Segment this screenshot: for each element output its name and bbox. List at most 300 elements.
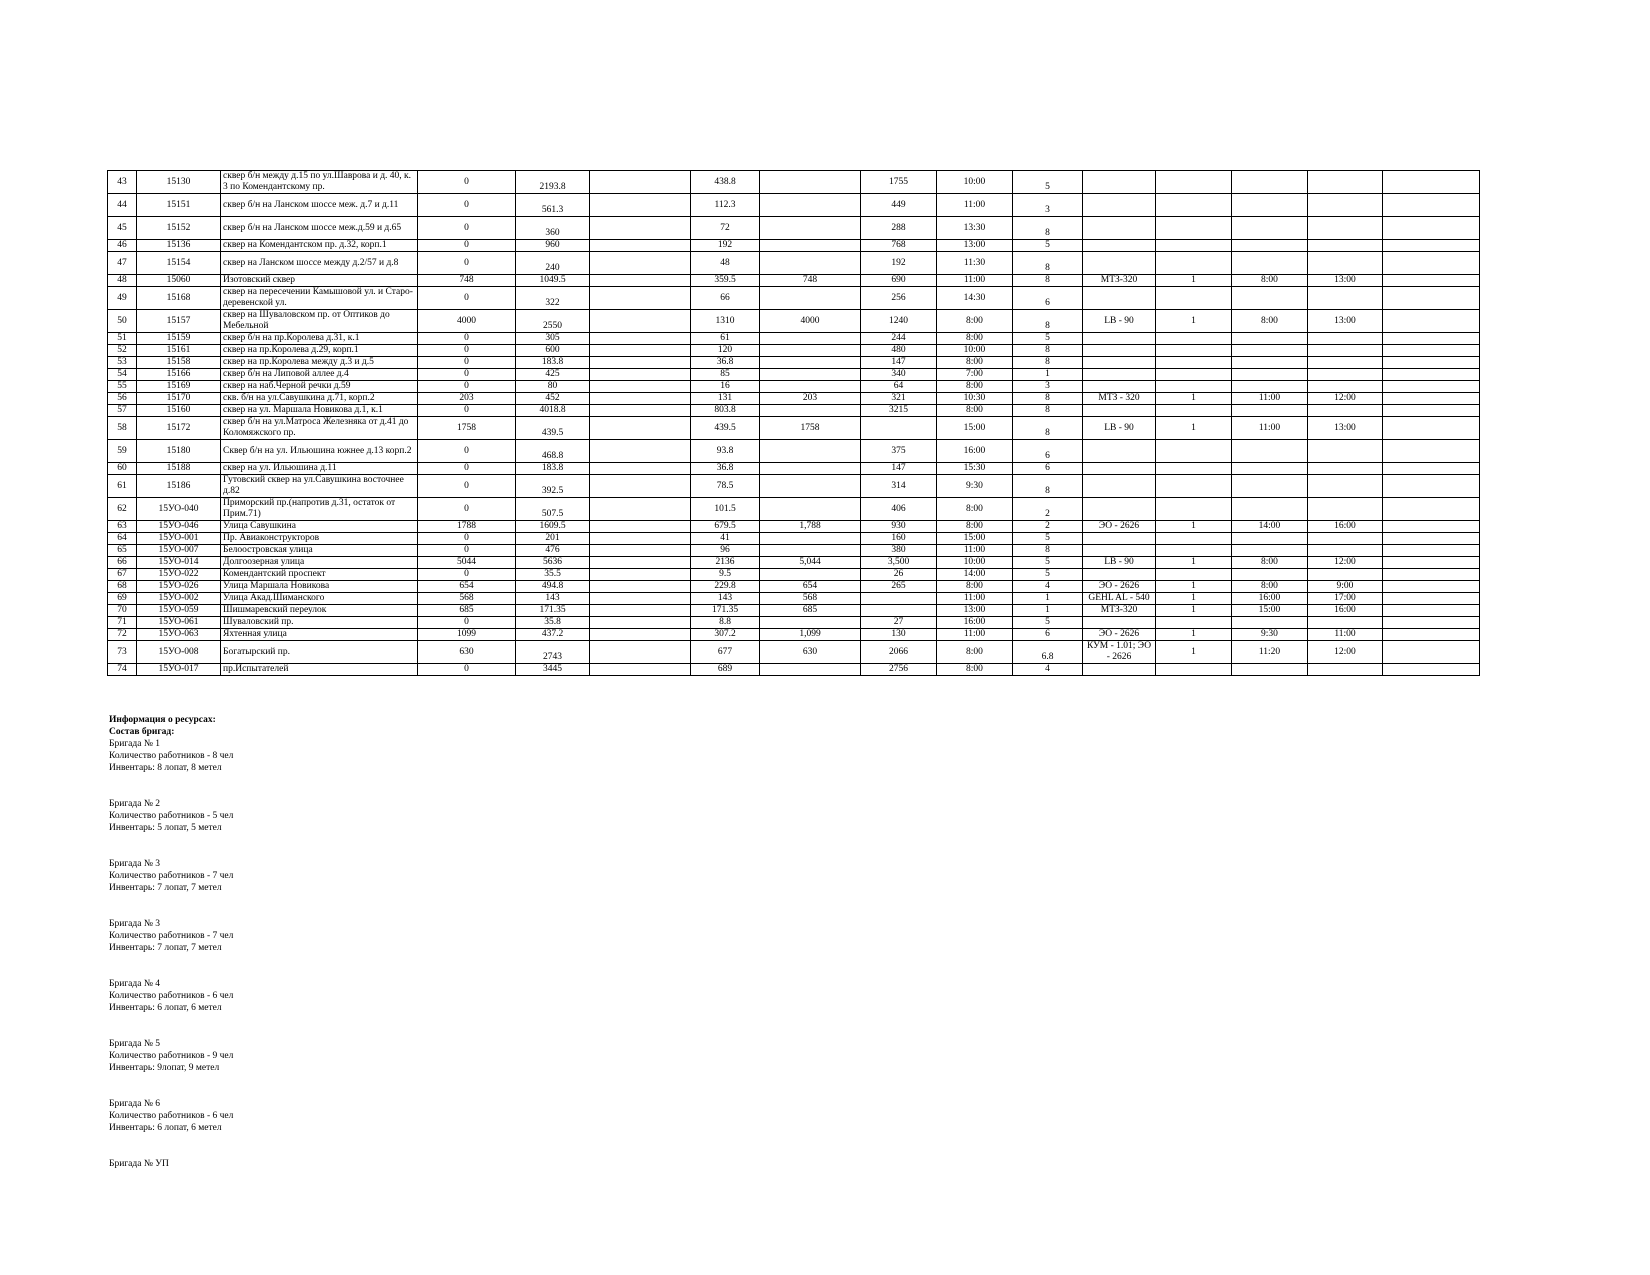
col-b-cell: 5636 [516, 557, 590, 569]
start-time-cell: 8:00 [937, 381, 1013, 393]
brigade-inventory: Инвентарь: 7 лопат, 7 метел [109, 943, 222, 953]
schedule-table [107, 170, 1480, 676]
col-f-cell: 2066 [861, 641, 937, 664]
col-extra-cell [1383, 275, 1480, 287]
col-extra-cell [1383, 194, 1480, 217]
col-e-cell [760, 252, 861, 275]
object-code-cell: 15160 [137, 405, 221, 417]
object-code-cell: 15151 [137, 194, 221, 217]
machine-end-cell [1308, 171, 1383, 194]
start-time-cell: 13:00 [937, 240, 1013, 252]
col-extra-cell [1383, 252, 1480, 275]
resources-heading: Информация о ресурсах: [109, 715, 216, 725]
brigade-inventory: Инвентарь: 5 лопат, 5 метел [109, 823, 222, 833]
col-d-cell: 307.2 [691, 629, 760, 641]
machine-start-cell [1232, 405, 1308, 417]
brigade-spacer [109, 954, 233, 978]
col-c-cell [590, 171, 691, 194]
machine-count-cell [1156, 381, 1232, 393]
table-row [108, 605, 1480, 617]
start-time-cell: 8:00 [937, 405, 1013, 417]
brigade-number-cell: 1 [1013, 593, 1083, 605]
col-a-cell: 0 [418, 475, 516, 498]
start-time-cell: 11:00 [937, 275, 1013, 287]
col-f-cell: 449 [861, 194, 937, 217]
machine-cell: КУМ - 1.01; ЭО - 2626 [1083, 641, 1156, 664]
machine-count-cell: 1 [1156, 641, 1232, 664]
machine-start-cell [1232, 664, 1308, 676]
col-b-cell: 143 [516, 593, 590, 605]
col-d-cell: 93.8 [691, 440, 760, 463]
col-d-cell: 36.8 [691, 357, 760, 369]
machine-end-cell [1308, 405, 1383, 417]
machine-end-cell: 13:00 [1308, 417, 1383, 440]
object-code-cell: 15УО-026 [137, 581, 221, 593]
start-time-cell: 8:00 [937, 581, 1013, 593]
table-row [108, 217, 1480, 240]
machine-cell: ЭО - 2626 [1083, 581, 1156, 593]
col-a-cell: 0 [418, 664, 516, 676]
col-extra-cell [1383, 569, 1480, 581]
col-c-cell [590, 381, 691, 393]
table-row [108, 498, 1480, 521]
table-row [108, 287, 1480, 310]
machine-cell: МТЗ-320 [1083, 275, 1156, 287]
start-time-cell: 14:30 [937, 287, 1013, 310]
col-e-cell [760, 405, 861, 417]
col-e-cell [760, 475, 861, 498]
object-code-cell: 15УО-059 [137, 605, 221, 617]
machine-count-cell [1156, 252, 1232, 275]
machine-cell [1083, 463, 1156, 475]
col-d-cell: 143 [691, 593, 760, 605]
col-b-cell: 183.8 [516, 463, 590, 475]
row-number-cell: 63 [108, 521, 137, 533]
col-b-cell: 1049.5 [516, 275, 590, 287]
table-row [108, 475, 1480, 498]
machine-start-cell [1232, 194, 1308, 217]
col-c-cell [590, 629, 691, 641]
machine-count-cell [1156, 194, 1232, 217]
col-d-cell: 131 [691, 393, 760, 405]
col-extra-cell [1383, 475, 1480, 498]
machine-count-cell: 1 [1156, 605, 1232, 617]
col-extra-cell [1383, 171, 1480, 194]
machine-end-cell [1308, 345, 1383, 357]
col-e-cell: 568 [760, 593, 861, 605]
col-extra-cell [1383, 240, 1480, 252]
col-e-cell [760, 333, 861, 345]
start-time-cell: 10:00 [937, 345, 1013, 357]
machine-start-cell [1232, 345, 1308, 357]
object-code-cell: 15УО-063 [137, 629, 221, 641]
table-row [108, 405, 1480, 417]
machine-start-cell [1232, 617, 1308, 629]
brigade-number-cell: 8 [1013, 345, 1083, 357]
table-row [108, 393, 1480, 405]
machine-cell [1083, 369, 1156, 381]
col-f-cell: 27 [861, 617, 937, 629]
machine-count-cell [1156, 569, 1232, 581]
col-c-cell [590, 569, 691, 581]
col-extra-cell [1383, 521, 1480, 533]
col-f-cell: 406 [861, 498, 937, 521]
col-a-cell: 0 [418, 569, 516, 581]
object-code-cell: 15157 [137, 310, 221, 333]
machine-count-cell [1156, 369, 1232, 381]
object-name-cell: скв. б/н на ул.Савушкина д.71, корп.2 [221, 393, 418, 405]
machine-start-cell: 9:30 [1232, 629, 1308, 641]
col-extra-cell [1383, 440, 1480, 463]
row-number-cell: 46 [108, 240, 137, 252]
col-extra-cell [1383, 593, 1480, 605]
col-b-cell: 437.2 [516, 629, 590, 641]
col-extra-cell [1383, 405, 1480, 417]
table-row [108, 641, 1480, 664]
object-name-cell: сквер на Комендантском пр. д.32, корп.1 [221, 240, 418, 252]
object-code-cell: 15170 [137, 393, 221, 405]
col-c-cell [590, 405, 691, 417]
table-row [108, 521, 1480, 533]
brigade-workers: Количество работников - 7 чел [109, 871, 234, 881]
object-code-cell: 15166 [137, 369, 221, 381]
col-c-cell [590, 475, 691, 498]
col-e-cell: 630 [760, 641, 861, 664]
start-time-cell: 13:30 [937, 217, 1013, 240]
col-f-cell: 375 [861, 440, 937, 463]
brigade-number-cell: 6 [1013, 463, 1083, 475]
start-time-cell: 8:00 [937, 521, 1013, 533]
machine-cell: ЭО - 2626 [1083, 629, 1156, 641]
col-e-cell: 1758 [760, 417, 861, 440]
start-time-cell: 9:30 [937, 475, 1013, 498]
machine-count-cell [1156, 498, 1232, 521]
col-f-cell: 64 [861, 381, 937, 393]
object-name-cell: сквер на Ланском шоссе между д.2/57 и д.8 [221, 252, 418, 275]
object-name-cell: сквер на наб.Черной речки д.59 [221, 381, 418, 393]
col-extra-cell [1383, 381, 1480, 393]
col-c-cell [590, 417, 691, 440]
machine-count-cell [1156, 533, 1232, 545]
brigade-number-cell: 1 [1013, 369, 1083, 381]
brigade-spacer [109, 1074, 233, 1098]
col-d-cell: 1310 [691, 310, 760, 333]
machine-start-cell [1232, 545, 1308, 557]
brigade-title: Бригада № 2 [109, 799, 161, 809]
col-f-cell [861, 593, 937, 605]
col-f-cell: 192 [861, 252, 937, 275]
start-time-cell: 15:00 [937, 533, 1013, 545]
machine-count-cell [1156, 617, 1232, 629]
row-number-cell: 59 [108, 440, 137, 463]
brigade-number-cell: 8 [1013, 252, 1083, 275]
col-e-cell: 4000 [760, 310, 861, 333]
machine-end-cell: 16:00 [1308, 521, 1383, 533]
brigade-workers: Количество работников - 7 чел [109, 931, 234, 941]
start-time-cell: 15:30 [937, 463, 1013, 475]
row-number-cell: 70 [108, 605, 137, 617]
col-e-cell: 203 [760, 393, 861, 405]
col-b-cell: 360 [516, 217, 590, 240]
machine-cell [1083, 357, 1156, 369]
col-e-cell [760, 217, 861, 240]
col-f-cell: 1240 [861, 310, 937, 333]
machine-end-cell [1308, 498, 1383, 521]
col-f-cell: 380 [861, 545, 937, 557]
col-a-cell: 0 [418, 357, 516, 369]
col-f-cell: 480 [861, 345, 937, 357]
brigade-number-cell: 5 [1013, 557, 1083, 569]
col-c-cell [590, 463, 691, 475]
row-number-cell: 45 [108, 217, 137, 240]
col-a-cell: 0 [418, 463, 516, 475]
machine-end-cell [1308, 194, 1383, 217]
col-extra-cell [1383, 463, 1480, 475]
col-extra-cell [1383, 369, 1480, 381]
brigade-number-cell: 8 [1013, 393, 1083, 405]
row-number-cell: 50 [108, 310, 137, 333]
machine-start-cell [1232, 533, 1308, 545]
col-e-cell: 1,788 [760, 521, 861, 533]
brigade-spacer [109, 1014, 233, 1038]
col-b-cell: 494.8 [516, 581, 590, 593]
row-number-cell: 61 [108, 475, 137, 498]
col-c-cell [590, 275, 691, 287]
col-c-cell [590, 310, 691, 333]
machine-start-cell [1232, 440, 1308, 463]
col-b-cell: 80 [516, 381, 590, 393]
row-number-cell: 60 [108, 463, 137, 475]
col-d-cell: 66 [691, 287, 760, 310]
object-name-cell: сквер на ул. Ильюшина д.11 [221, 463, 418, 475]
col-extra-cell [1383, 417, 1480, 440]
start-time-cell: 10:00 [937, 557, 1013, 569]
object-code-cell: 15УО-001 [137, 533, 221, 545]
object-name-cell: сквер на пр.Королева между д.3 и д.5 [221, 357, 418, 369]
col-f-cell: 244 [861, 333, 937, 345]
col-b-cell: 2550 [516, 310, 590, 333]
object-name-cell: сквер б/н на ул.Матроса Железняка от д.41 до Коломяжского пр. [221, 417, 418, 440]
col-d-cell: 438.8 [691, 171, 760, 194]
start-time-cell: 11:00 [937, 593, 1013, 605]
col-f-cell: 3215 [861, 405, 937, 417]
row-number-cell: 66 [108, 557, 137, 569]
brigade-number-cell: 2 [1013, 521, 1083, 533]
object-name-cell: сквер б/н на пр.Королева д.31, к.1 [221, 333, 418, 345]
brigade-number-cell: 5 [1013, 533, 1083, 545]
machine-cell [1083, 217, 1156, 240]
col-c-cell [590, 533, 691, 545]
machine-count-cell [1156, 333, 1232, 345]
table-row [108, 417, 1480, 440]
machine-start-cell [1232, 287, 1308, 310]
col-e-cell [760, 381, 861, 393]
brigade-title: Бригада № 6 [109, 1099, 161, 1109]
col-c-cell [590, 545, 691, 557]
col-b-cell: 3445 [516, 664, 590, 676]
machine-cell: МТЗ - 320 [1083, 393, 1156, 405]
start-time-cell: 8:00 [937, 310, 1013, 333]
table-row [108, 463, 1480, 475]
machine-count-cell: 1 [1156, 629, 1232, 641]
col-c-cell [590, 369, 691, 381]
object-code-cell: 15161 [137, 345, 221, 357]
machine-cell: GEHL AL - 540 [1083, 593, 1156, 605]
brigade-workers: Количество работников - 5 чел [109, 811, 234, 821]
machine-start-cell [1232, 252, 1308, 275]
col-e-cell: 748 [760, 275, 861, 287]
col-e-cell [760, 287, 861, 310]
col-d-cell: 112.3 [691, 194, 760, 217]
machine-count-cell [1156, 545, 1232, 557]
brigade-number-cell: 6 [1013, 629, 1083, 641]
machine-start-cell [1232, 369, 1308, 381]
col-c-cell [590, 498, 691, 521]
machine-end-cell: 12:00 [1308, 641, 1383, 664]
machine-cell [1083, 498, 1156, 521]
col-b-cell: 322 [516, 287, 590, 310]
brigade-title: Бригада № 4 [109, 979, 161, 989]
brigades-subheading: Состав бригад: [109, 727, 175, 737]
machine-cell [1083, 533, 1156, 545]
brigade-number-cell: 2 [1013, 498, 1083, 521]
start-time-cell: 8:00 [937, 498, 1013, 521]
machine-count-cell [1156, 357, 1232, 369]
brigade-list [109, 738, 233, 1158]
col-b-cell: 392.5 [516, 475, 590, 498]
start-time-cell: 11:00 [937, 629, 1013, 641]
machine-cell: LB - 90 [1083, 557, 1156, 569]
col-f-cell [861, 605, 937, 617]
col-a-cell: 0 [418, 194, 516, 217]
machine-count-cell [1156, 664, 1232, 676]
table-row [108, 345, 1480, 357]
col-f-cell: 265 [861, 581, 937, 593]
object-code-cell: 15188 [137, 463, 221, 475]
col-a-cell: 0 [418, 498, 516, 521]
col-c-cell [590, 287, 691, 310]
brigade-number-cell: 4 [1013, 664, 1083, 676]
object-name-cell: Улица Акад.Шиманского [221, 593, 418, 605]
col-a-cell: 0 [418, 533, 516, 545]
col-a-cell: 0 [418, 171, 516, 194]
brigade-workers: Количество работников - 8 чел [109, 751, 234, 761]
col-d-cell: 96 [691, 545, 760, 557]
table-row [108, 252, 1480, 275]
col-b-cell: 240 [516, 252, 590, 275]
machine-end-cell [1308, 333, 1383, 345]
col-c-cell [590, 240, 691, 252]
machine-start-cell: 11:00 [1232, 417, 1308, 440]
col-extra-cell [1383, 310, 1480, 333]
brigade-number-cell: 5 [1013, 333, 1083, 345]
object-name-cell: сквер б/н на Липовой аллее д.4 [221, 369, 418, 381]
table-row [108, 664, 1480, 676]
table-row [108, 333, 1480, 345]
brigade-number-cell: 8 [1013, 545, 1083, 557]
col-f-cell: 26 [861, 569, 937, 581]
start-time-cell: 7:00 [937, 369, 1013, 381]
start-time-cell: 8:00 [937, 357, 1013, 369]
object-code-cell: 15159 [137, 333, 221, 345]
machine-cell [1083, 252, 1156, 275]
brigade-workers: Количество работников - 6 чел [109, 1111, 234, 1121]
machine-cell [1083, 333, 1156, 345]
col-c-cell [590, 440, 691, 463]
col-c-cell [590, 252, 691, 275]
table-row [108, 581, 1480, 593]
row-number-cell: 55 [108, 381, 137, 393]
machine-end-cell [1308, 240, 1383, 252]
col-e-cell [760, 664, 861, 676]
machine-end-cell [1308, 533, 1383, 545]
object-name-cell: Комендантский проспект [221, 569, 418, 581]
machine-start-cell [1232, 381, 1308, 393]
col-c-cell [590, 605, 691, 617]
start-time-cell: 11:00 [937, 545, 1013, 557]
machine-start-cell [1232, 475, 1308, 498]
brigade-last-title: Бригада № УП [109, 1159, 169, 1169]
start-time-cell: 10:00 [937, 171, 1013, 194]
machine-end-cell [1308, 440, 1383, 463]
brigade-inventory: Инвентарь: 9лопат, 9 метел [109, 1063, 220, 1073]
row-number-cell: 54 [108, 369, 137, 381]
col-c-cell [590, 581, 691, 593]
start-time-cell: 13:00 [937, 605, 1013, 617]
object-code-cell: 15130 [137, 171, 221, 194]
object-code-cell: 15060 [137, 275, 221, 287]
machine-end-cell [1308, 287, 1383, 310]
machine-start-cell: 8:00 [1232, 557, 1308, 569]
object-code-cell: 15168 [137, 287, 221, 310]
table-row [108, 569, 1480, 581]
machine-end-cell: 13:00 [1308, 310, 1383, 333]
col-extra-cell [1383, 617, 1480, 629]
col-d-cell: 78.5 [691, 475, 760, 498]
col-a-cell: 630 [418, 641, 516, 664]
col-a-cell: 1099 [418, 629, 516, 641]
col-a-cell: 4000 [418, 310, 516, 333]
brigade-number-cell: 6 [1013, 287, 1083, 310]
col-f-cell: 256 [861, 287, 937, 310]
resources-notes [109, 714, 233, 1170]
machine-count-cell: 1 [1156, 275, 1232, 287]
col-f-cell: 288 [861, 217, 937, 240]
col-e-cell [760, 345, 861, 357]
machine-cell [1083, 545, 1156, 557]
row-number-cell: 52 [108, 345, 137, 357]
machine-count-cell: 1 [1156, 557, 1232, 569]
col-e-cell [760, 463, 861, 475]
col-d-cell: 229.8 [691, 581, 760, 593]
start-time-cell: 8:00 [937, 641, 1013, 664]
col-extra-cell [1383, 345, 1480, 357]
col-f-cell: 690 [861, 275, 937, 287]
object-name-cell: Сквер б/н на ул. Ильюшина южнее д.13 корп.2 [221, 440, 418, 463]
start-time-cell: 8:00 [937, 333, 1013, 345]
row-number-cell: 53 [108, 357, 137, 369]
col-a-cell: 0 [418, 217, 516, 240]
machine-cell: МТЗ-320 [1083, 605, 1156, 617]
machine-cell [1083, 194, 1156, 217]
col-d-cell: 48 [691, 252, 760, 275]
col-b-cell: 2193.8 [516, 171, 590, 194]
col-a-cell: 0 [418, 405, 516, 417]
row-number-cell: 64 [108, 533, 137, 545]
object-name-cell: Пр. Авиаконструкторов [221, 533, 418, 545]
object-code-cell: 15УО-022 [137, 569, 221, 581]
col-e-cell [760, 498, 861, 521]
